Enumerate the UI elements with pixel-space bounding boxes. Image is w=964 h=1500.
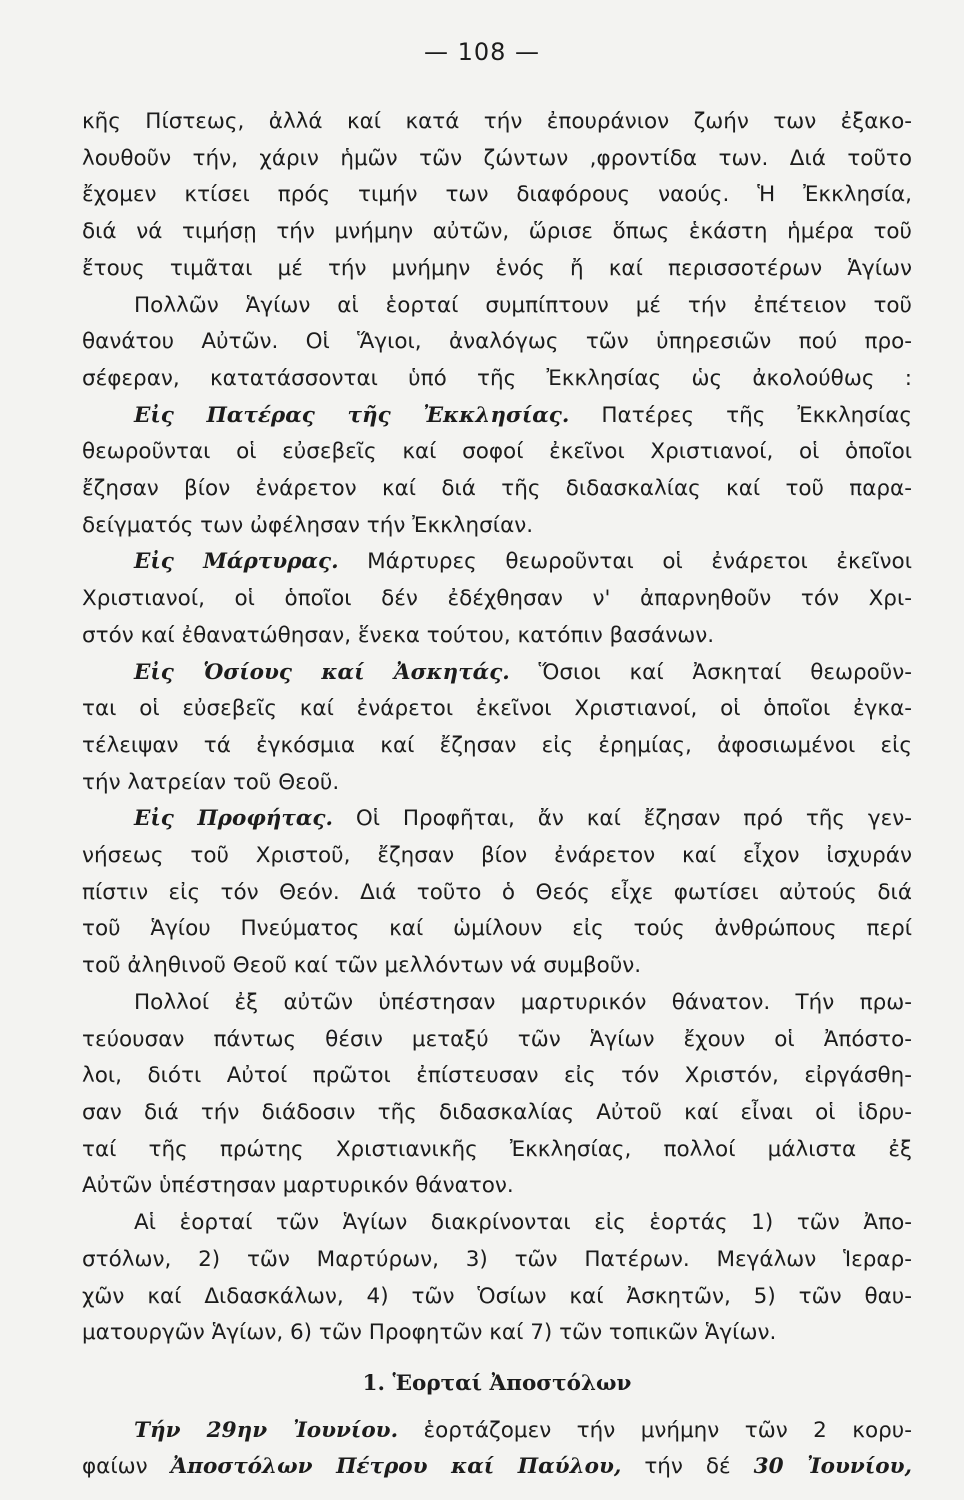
text-line: ται οἱ εὐσεβεῖς καί ἐνάρετοι ἐκεῖνοι Χριστιανοί, οἱ ὁποῖοι ἐγκα- bbox=[82, 696, 912, 722]
text-line: στόν καί ἐθανατώθησαν, ἕνεκα τούτου, κατόπιν βασάνων. bbox=[82, 622, 715, 648]
text-line: ταί τῆς πρώτης Χριστιανικῆς Ἐκκλησίας, πολλοί μάλιστα ἐξ bbox=[82, 1136, 912, 1162]
text-line: ἔτους τιμᾶται μέ τήν μνήμην ἑνός ἤ καί περισσοτέρων Ἁγίων bbox=[82, 255, 912, 281]
body-text bbox=[82, 104, 912, 1486]
text-line: ματουργῶν Ἁγίων, 6) τῶν Προφητῶν καί 7) τῶν τοπικῶν Ἁγίων. bbox=[82, 1320, 777, 1346]
text-line: πίστιν εἰς τόν Θεόν. Διά τοῦτο ὁ Θεός εἶχε φωτίσει αὐτούς διά bbox=[82, 879, 912, 905]
section-text: Πατέρες τῆς Ἐκκλησίας bbox=[569, 402, 912, 428]
text-line: ἔζησαν βίον ἐνάρετον καί διά τῆς διδασκαλίας καί τοῦ παρα- bbox=[82, 476, 912, 502]
text-line: Πολλοί ἐξ αὐτῶν ὑπέστησαν μαρτυρικόν θάνατον. Τήν πρω- bbox=[134, 989, 912, 1015]
text-line: τοῦ Ἁγίου Πνεύματος καί ὡμίλουν εἰς τούς ἀνθρώπους περί bbox=[82, 916, 912, 942]
section-first-line bbox=[82, 398, 912, 435]
section-lead-martyrs: Εἰς Μάρτυρας. bbox=[134, 549, 339, 575]
section-first-line bbox=[82, 1413, 912, 1450]
section-heading: 1. Ἑορταί Ἀποστόλων bbox=[362, 1370, 632, 1396]
text-line: δείγματός των ὠφέλησαν τήν Ἐκκλησίαν. bbox=[82, 512, 534, 538]
text-line: κῆς Πίστεως, ἀλλά καί κατά τήν ἐπουράνιον ζωήν των ἐξακο- bbox=[82, 109, 912, 134]
date-text: 30 Ἰουνίου, bbox=[753, 1454, 912, 1480]
text-line: νήσεως τοῦ Χριστοῦ, ἔζησαν βίον ἐνάρετον καί εἶχον ἰσχυράν bbox=[82, 843, 912, 869]
date-lead: Τήν 29ην Ἰουνίου. bbox=[134, 1417, 399, 1443]
section-lead-prophets: Εἰς Προφήτας. bbox=[134, 806, 333, 832]
text-line: λοι, διότι Αὐτοί πρῶτοι ἐπίστευσαν εἰς τόν Χριστόν, εἰργάσθη- bbox=[82, 1063, 912, 1089]
section-lead-fathers: Εἰς Πατέρας τῆς Ἐκκλησίας. bbox=[134, 402, 570, 428]
section-text: φαίων bbox=[82, 1454, 171, 1480]
section-lead-ascetics: Εἰς Ὁσίους καί Ἀσκητάς. bbox=[134, 659, 510, 685]
page-number: — 108 — bbox=[423, 38, 541, 66]
section-first-line bbox=[82, 544, 912, 581]
section-first-line bbox=[82, 801, 912, 838]
text-line: ἔχομεν κτίσει πρός τιμήν των διαφόρους ναούς. Ἡ Ἐκκλησία, bbox=[82, 182, 912, 208]
text-line: σέφεραν, κατατάσσονται ὑπό τῆς Ἐκκλησίας ὡς ἀκολούθως : bbox=[82, 365, 912, 391]
text-line: τέλειψαν τά ἐγκόσμια καί ἔζησαν εἰς ἐρημίας, ἀφοσιωμένοι εἰς bbox=[82, 732, 912, 758]
text-line: Αὐτῶν ὑπέστησαν μαρτυρικόν θάνατον. bbox=[82, 1173, 514, 1199]
text-line: θανάτου Αὐτῶν. Οἱ Ἅγιοι, ἀναλόγως τῶν ὑπηρεσιῶν πού προ- bbox=[82, 329, 912, 355]
section-text: Ὅσιοι καί Ἀσκηταί θεωροῦν- bbox=[509, 659, 912, 685]
section-first-line bbox=[82, 655, 912, 692]
text-line: λουθοῦν τήν, χάριν ἡμῶν τῶν ζώντων ,φροντίδα των. Διά τοῦτο bbox=[82, 145, 912, 171]
section-text: Οἱ Προφῆται, ἄν καί ἔζησαν πρό τῆς γεν- bbox=[333, 806, 912, 832]
text-line: τήν λατρείαν τοῦ Θεοῦ. bbox=[82, 769, 340, 795]
text-line: διά νά τιμήσῃ τήν μνήμην αὐτῶν, ὥρισε ὅπως ἑκάστη ἡμέρα τοῦ bbox=[82, 219, 912, 245]
text-line bbox=[82, 1449, 912, 1486]
apostles-names: Ἀποστόλων Πέτρου καί Παύλου, bbox=[170, 1454, 622, 1480]
text-line: χῶν καί Διδασκάλων, 4) τῶν Ὁσίων καί Ἀσκητῶν, 5) τῶν θαυ- bbox=[82, 1283, 912, 1309]
text-line: Αἱ ἑορταί τῶν Ἁγίων διακρίνονται εἰς ἑορτάς 1) τῶν Ἀπο- bbox=[134, 1210, 912, 1236]
text-line: Πολλῶν Ἁγίων αἱ ἑορταί συμπίπτουν μέ τήν ἐπέτειον τοῦ bbox=[134, 292, 912, 318]
text-line: σαν διά τήν διάδοσιν τῆς διδασκαλίας Αὐτοῦ καί εἶναι οἱ ἱδρυ- bbox=[82, 1099, 912, 1125]
text-line: τοῦ ἀληθινοῦ Θεοῦ καί τῶν μελλόντων νά συμβοῦν. bbox=[82, 953, 642, 979]
section-text: τήν δέ bbox=[621, 1454, 754, 1480]
section-text: Μάρτυρες θεωροῦνται οἱ ἐνάρετοι ἐκεῖνοι bbox=[338, 549, 912, 575]
text-line: θεωροῦνται οἱ εὐσεβεῖς καί σοφοί ἐκεῖνοι Χριστιανοί, οἱ ὁποῖοι bbox=[82, 439, 912, 465]
text-line: στόλων, 2) τῶν Μαρτύρων, 3) τῶν Πατέρων. Μεγάλων Ἱεραρ- bbox=[82, 1246, 912, 1272]
text-line: τεύουσαν πάντως θέσιν μεταξύ τῶν Ἁγίων ἔχουν οἱ Ἀπόστο- bbox=[82, 1026, 912, 1052]
section-text: ἑορτάζομεν τήν μνήμην τῶν 2 κορυ- bbox=[398, 1417, 912, 1443]
text-line: Χριστιανοί, οἱ ὁποῖοι δέν ἐδέχθησαν ν' ἀπαρνηθοῦν τόν Χρι- bbox=[82, 586, 912, 612]
